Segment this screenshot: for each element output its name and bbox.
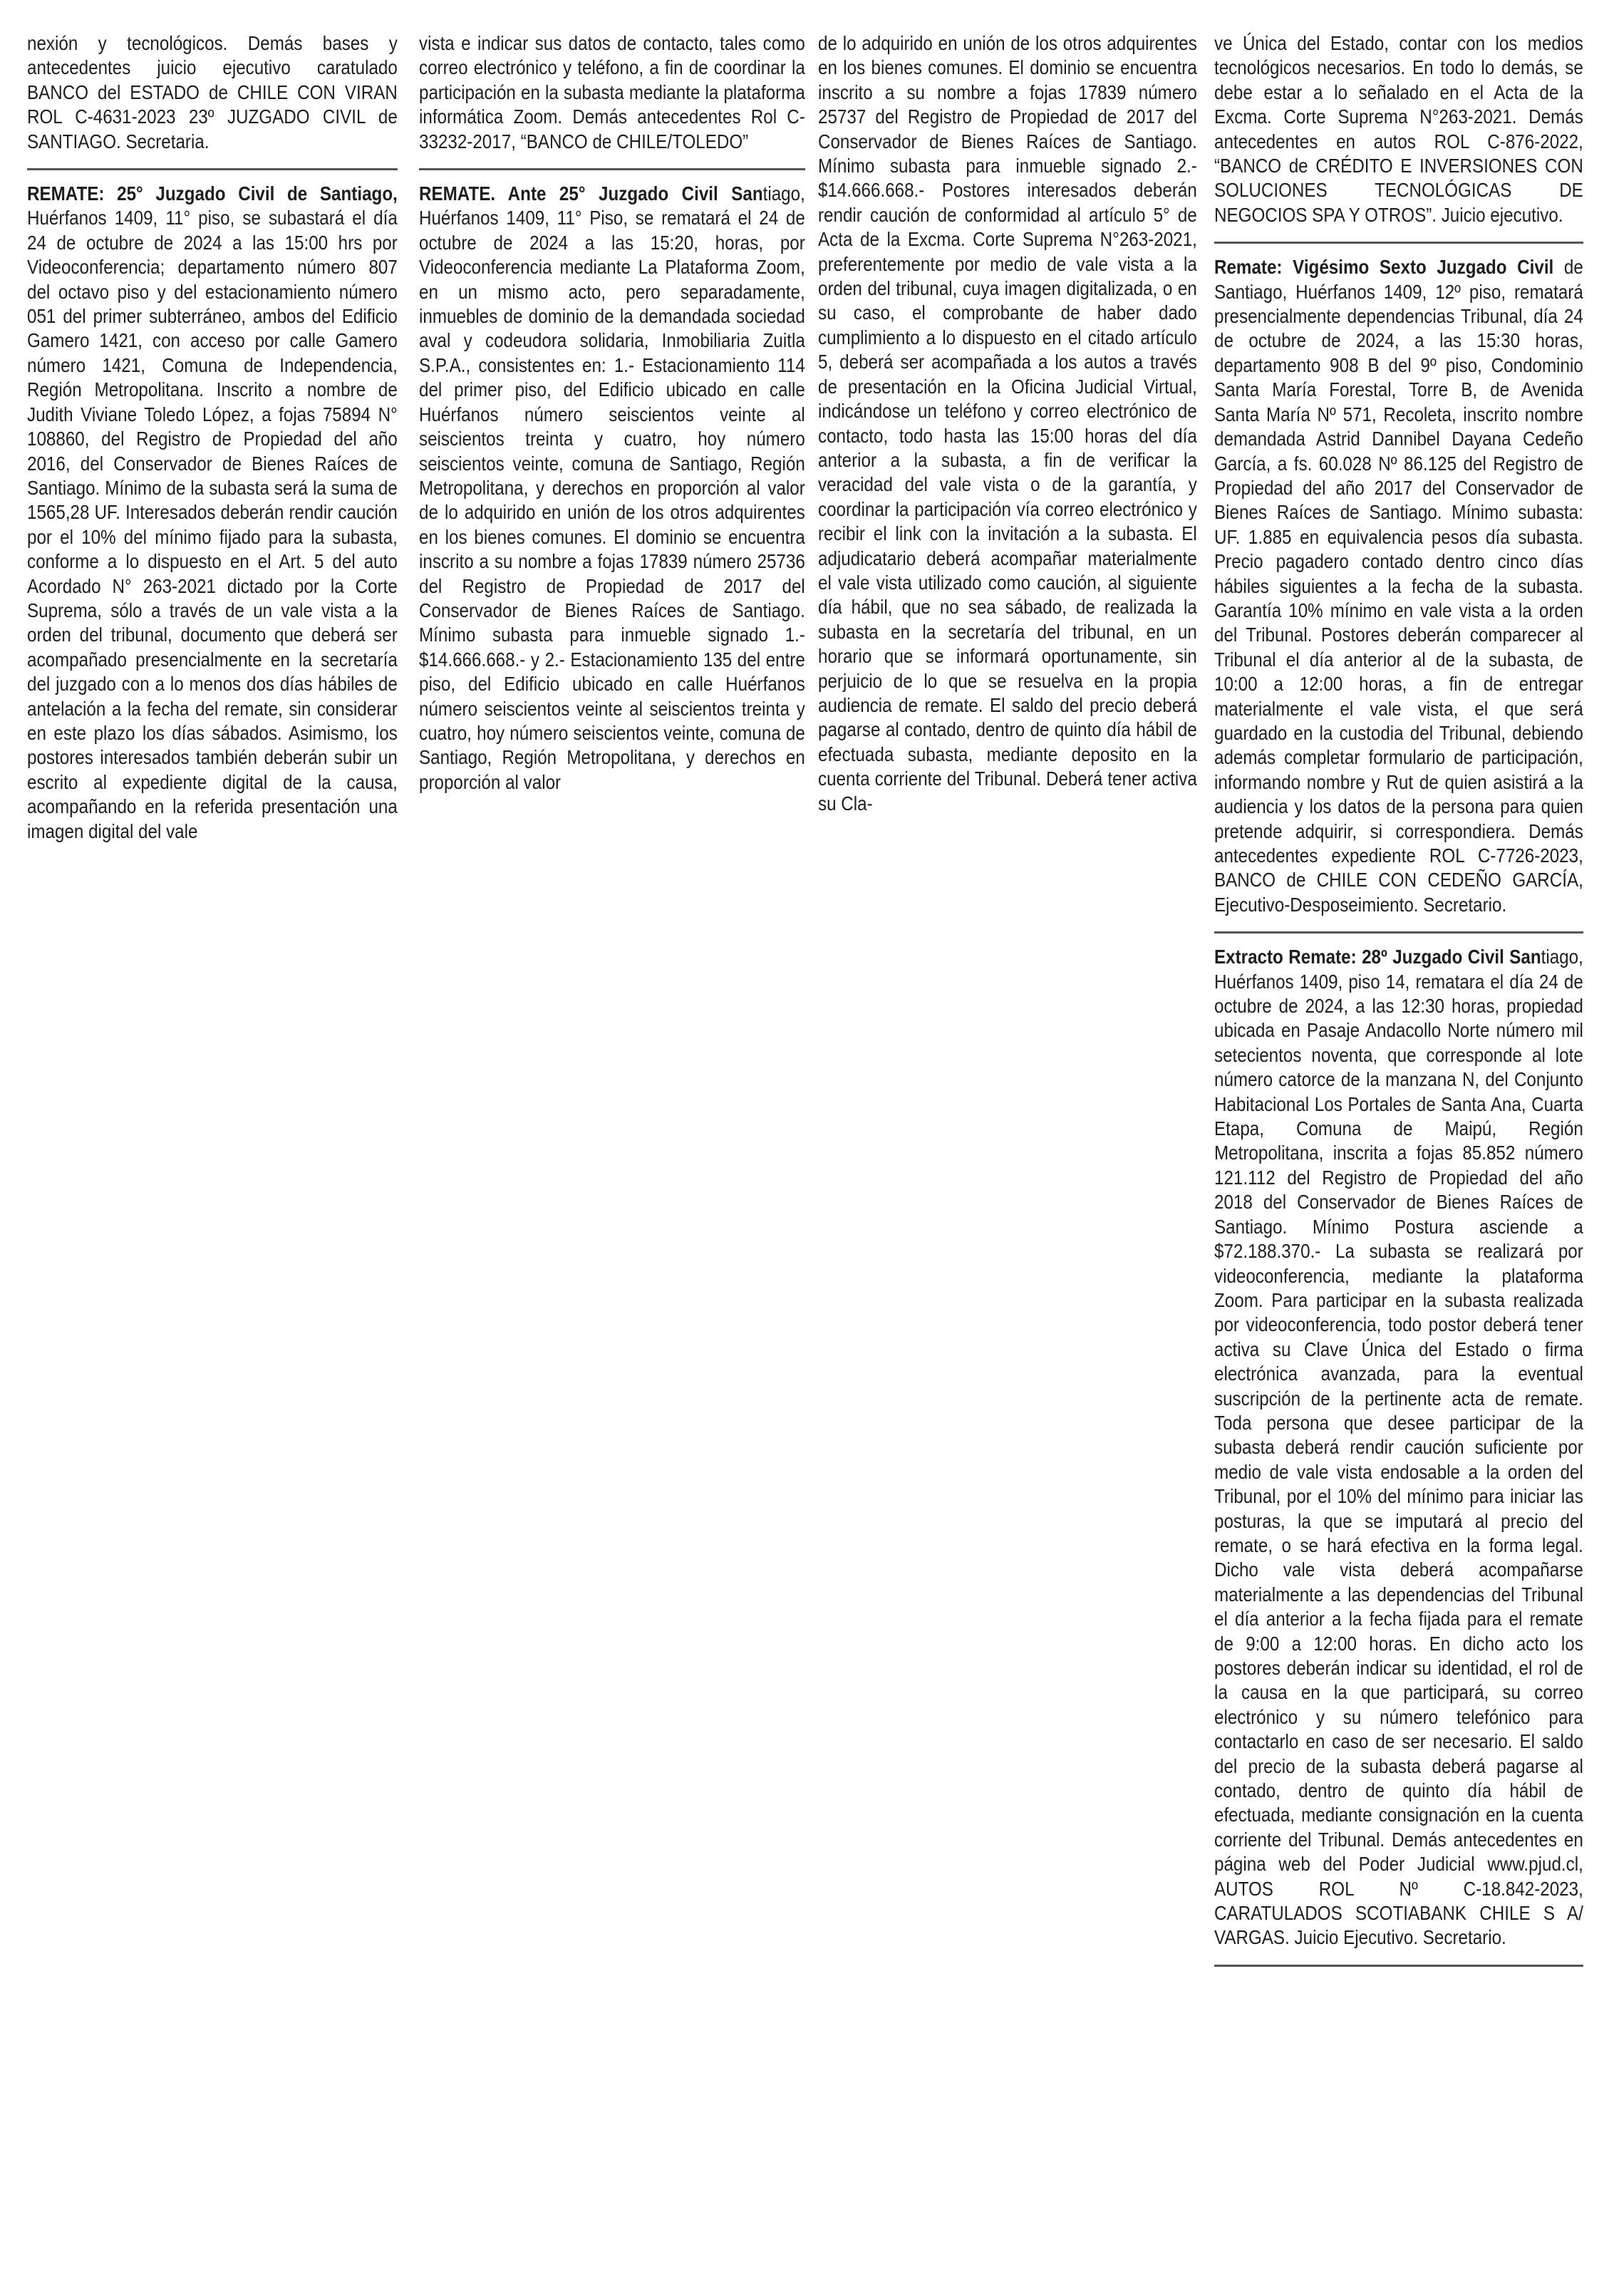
notice-heading: REMATE. Ante 25° Juzgado Civil San: [419, 182, 763, 205]
notice: [1214, 945, 1583, 1950]
notice-continuation: [1214, 31, 1583, 227]
notice-body: vista e indicar sus datos de contacto, tales como correo electrónico y teléfono, a fin de coordinar la participación en la subasta mediante la plataforma informática Zoom. Demás antecedentes Rol C-33232-2017, “BANCO de CHILE/TOLEDO”: [419, 32, 805, 152]
notice-body: nexión y tecnológicos. Demás bases y antecedentes juicio ejecutivo caratulado BANCO del ESTADO de CHILE CON VIRAN ROL C-4631-2023 23º JUZGADO CIVIL de SANTIAGO. Secretaria.: [27, 32, 398, 152]
notice-body: de lo adquirido en unión de los otros adquirentes en los bienes comunes. El dominio se encuentra inscrito a su nombre a fojas 17839 número 25737 del Registro de Propiedad de 2017 del Conservador de Bienes Raíces de Santiago. Mínimo subasta para inmueble signado 2.- $14.666.668.- Postores interesados deberán rendir caución de conformidad al artículo 5° de Acta de la Excma. Corte Suprema N°263-2021, preferentemente por medio de vale vista a la orden del tribunal, cuya imagen digitalizada, o en su caso, el comprobante de haber dado cumplimiento a lo dispuesto en el citado artículo 5, deberá ser acompañada a los autos a través de presentación en la Oficina Judicial Virtual, indicándose un teléfono y correo electrónico de contacto, todo hasta las 15:00 horas del día anterior a la subasta, a fin de verificar la veracidad del vale vista o de la garantía, y coordinar la participación vía correo electrónico y recibir el link con la invitación a la subasta. El adjudicatario deberá acompañar materialmente el vale vista utilizado como caución, al siguiente día hábil, que no sea sábado, de realizada la subasta en la secretaría del tribunal, en un horario que se informará oportunamente, sin perjuicio de lo que se resuelva en la propia audiencia de remate. El saldo del precio deberá pagarse al contado, dentro de quinto día hábil de efectuada subasta, mediante deposito en la cuenta corriente del Tribunal. Deberá tener activa su Cla-: [818, 32, 1197, 815]
notice-divider: [419, 168, 805, 170]
notice-body: tiago, Huérfanos 1409, 11° Piso, se rematará el 24 de octubre de 2024 a las 15:20, horas, por Videoconferencia mediante La Plataforma Zoom, en un mismo acto, pero separadamente, inmuebles de dominio de la demandada sociedad aval y codeudora solidaria, Inmobiliaria Zuitla S.P.A., consistentes en: 1.- Estacionamiento 114 del primer piso, del Edificio ubicado en calle Huérfanos número seiscientos veinte al seiscientos treinta y cuatro, hoy número seiscientos veinte, comuna de Santiago, Región Metropolitana, y derechos en proporción al valor de lo adquirido en unión de los otros adquirentes en los bienes comunes. El dominio se encuentra inscrito a su nombre a fojas 17839 número 25736 del Registro de Propiedad de 2017 del Conservador de Bienes Raíces de Santiago. Mínimo subasta para inmueble signado 1.- $14.666.668.- y 2.- Estacionamiento 135 del entre piso, del Edificio ubicado en calle Huérfanos número seiscientos veinte al seiscientos treinta y cuatro, hoy número seiscientos veinte, comuna de Santiago, Región Metropolitana, y derechos en proporción al valor: [419, 182, 805, 793]
notice-body: tiago, Huérfanos 1409, piso 14, rematara el día 24 de octubre de 2024, a las 12:30 horas, propiedad ubicada en Pasaje Andacollo Norte número mil setecientos noventa, que corresponde al lote número catorce de la manzana N, del Conjunto Habitacional Los Portales de Santa Ana, Cuarta Etapa, Comuna de Maipú, Región Metropolitana, inscrita a fojas 85.852 número 121.112 del Registro de Propiedad del año 2018 del Conservador de Bienes Raíces de Santiago. Mínimo Postura asciende a $72.188.370.- La subasta se realizará por videoconferencia, mediante la plataforma Zoom. Para participar en la subasta realizada por videoconferencia, todo postor deberá tener activa su Clave Única del Estado o firma electrónica avanzada, para la eventual suscripción de la pertinente acta de remate. Toda persona que desee participar de la subasta deberá rendir caución suficiente por medio de vale vista endosable a la orden del Tribunal, por el 10% del mínimo para iniciar las posturas, la que se imputará al precio del remate, o se hará efectiva en la forma legal. Dicho vale vista deberá acompañarse materialmente a las dependencias del Tribunal el día anterior a la fecha fijada para el remate de 9:00 a 12:00 horas. En dicho acto los postores deberán indicar su identidad, el rol de la causa en la que participará, su correo electrónico y su número telefónico para contactarlo en caso de ser necesario. El saldo del precio de la subasta deberá pagarse al contado, dentro de quinto día hábil de efectuada, mediante consignación en la cuenta corriente del Tribunal. Demás antecedentes en página web del Poder Judicial www.pjud.cl, AUTOS ROL Nº C-18.842-2023, CARATULADOS SCOTIABANK CHILE S A/ VARGAS. Juicio Ejecutivo. Secretario.: [1214, 946, 1583, 1949]
notice-divider: [1214, 1965, 1583, 1967]
notice: [1214, 255, 1583, 917]
notice-continuation: [27, 31, 398, 154]
notice-body: de Santiago, Huérfanos 1409, 12º piso, rematará presencialmente dependencias Tribunal, día 24 de octubre de 2024, a las 15:30 horas, departamento 908 B del 9º piso, Condominio Santa María Forestal, Torre B, de Avenida Santa María Nº 571, Recoleta, inscrito nombre demandada Astrid Dannibel Dayana Cedeño García, a fs. 60.028 Nº 86.125 del Registro de Propiedad del año 2017 del Conservador de Bienes Raíces de Santiago. Mínimo subasta: UF. 1.885 en equivalencia pesos día subasta. Precio pagadero contado dentro cinco días hábiles siguientes a la fecha de la subasta. Garantía 10% mínimo en vale vista a la orden del Tribunal. Postores deberán comparecer al Tribunal el día anterior al de la subasta, de 10:00 a 12:00 horas, a fin de entregar materialmente el vale vista, el que será guardado en la custodia del Tribunal, debiendo además completar formulario de participación, informando nombre y Rut de quien asistirá a la audiencia y los datos de la persona para quien pretende adquirir, si correspondiera. Demás antecedentes expediente ROL C-7726-2023, BANCO de CHILE CON CEDEÑO GARCÍA, Ejecutivo-Desposeimiento. Secretario.: [1214, 256, 1583, 916]
notice-heading: Extracto Remate: 28º Juzgado Civil San: [1214, 946, 1541, 968]
notice-heading: REMATE: 25° Juzgado Civil de Santiago,: [27, 182, 398, 205]
notice: [419, 182, 805, 795]
notice-divider: [1214, 242, 1583, 244]
column-3: [818, 31, 1197, 816]
notice-heading: Remate: Vigésimo Sexto Juzgado Civil: [1214, 256, 1554, 279]
column-1: [27, 31, 398, 844]
notice-divider: [1214, 931, 1583, 934]
notice-continuation: [818, 31, 1197, 816]
column-4: [1214, 31, 1583, 1978]
notice-body: Huérfanos 1409, 11° piso, se subastará el día 24 de octubre de 2024 a las 15:00 hrs por Videoconferencia; departamento número 807 del octavo piso y del estacionamiento número 051 del primer subterráneo, ambos del Edificio Gamero 1421, con acceso por calle Gamero número 1421, Comuna de Independencia, Región Metropolitana. Inscrito a nombre de Judith Viviane Toledo López, a fojas 75894 N° 108860, del Registro de Propiedad del año 2016, del Conservador de Bienes Raíces de Santiago. Mínimo de la subasta será la suma de 1565,28 UF. Interesados deberán rendir caución por el 10% del mínimo fijado para la subasta, conforme a lo dispuesto en el Art. 5 del auto Acordado N° 263-2021 dictado por la Corte Suprema, sólo a través de un vale vista a la orden del tribunal, documento que deberá ser acompañado presencialmente en la secretaría del juzgado con a lo menos dos días hábiles de antelación a la fecha del remate, sin considerar en este plazo los días sábados. Asimismo, los postores interesados también deberán subir un escrito al expediente digital de la causa, acompañando en la referida presentación una imagen digital del vale: [27, 207, 398, 842]
column-2: [419, 31, 805, 795]
notice: [27, 182, 398, 844]
notice-continuation: [419, 31, 805, 154]
notice-body: ve Única del Estado, contar con los medios tecnológicos necesarios. En todo lo demás, se debe estar a lo señalado en el Acta de la Excma. Corte Suprema N°263-2021. Demás antecedentes en autos ROL C-876-2022, “BANCO de CRÉDITO E INVERSIONES CON SOLUCIONES TECNOLÓGICAS DE NEGOCIOS SPA Y OTROS”. Juicio ejecutivo.: [1214, 32, 1583, 226]
notice-divider: [27, 168, 398, 170]
